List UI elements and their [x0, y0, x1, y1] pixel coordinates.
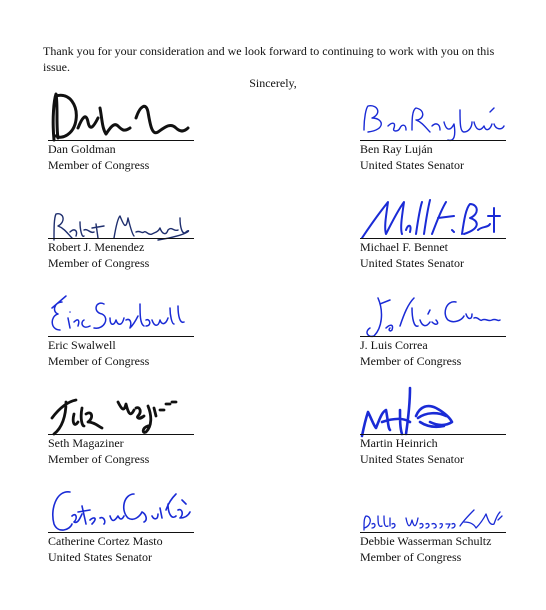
- signer-title: United States Senator: [360, 158, 464, 172]
- handwritten-signature: [360, 480, 510, 538]
- handwritten-signature: [48, 480, 198, 538]
- handwritten-signature: [360, 382, 510, 440]
- signer-name: Catherine Cortez Masto: [48, 534, 163, 548]
- handwritten-signature: [48, 186, 198, 244]
- signer-title: United States Senator: [360, 256, 464, 270]
- signer-title: Member of Congress: [360, 550, 462, 564]
- signer-title: United States Senator: [48, 550, 152, 564]
- signer-name: Robert J. Menendez: [48, 240, 145, 254]
- handwritten-signature: [48, 382, 198, 440]
- signer-title: Member of Congress: [360, 354, 462, 368]
- signer-name: Ben Ray Luján: [360, 142, 433, 156]
- signer-title: Member of Congress: [48, 158, 150, 172]
- handwritten-signature: [48, 284, 198, 342]
- signer-title: Member of Congress: [48, 354, 150, 368]
- signer-name: Dan Goldman: [48, 142, 116, 156]
- signer-title: Member of Congress: [48, 452, 150, 466]
- signer-name: Martin Heinrich: [360, 436, 438, 450]
- valediction: Sincerely,: [249, 76, 297, 90]
- signer-name: Michael F. Bennet: [360, 240, 449, 254]
- closing-paragraph: Thank you for your consideration and we look forward to continuing to work with you on this issue.: [43, 44, 495, 74]
- signer-title: Member of Congress: [48, 256, 150, 270]
- signer-name: Eric Swalwell: [48, 338, 116, 352]
- handwritten-signature: [48, 88, 198, 146]
- handwritten-signature: [360, 284, 510, 342]
- handwritten-signature: [360, 88, 510, 146]
- signer-name: Debbie Wasserman Schultz: [360, 534, 492, 548]
- handwritten-signature: [360, 186, 510, 244]
- signer-title: United States Senator: [360, 452, 464, 466]
- signer-name: Seth Magaziner: [48, 436, 124, 450]
- signer-name: J. Luis Correa: [360, 338, 428, 352]
